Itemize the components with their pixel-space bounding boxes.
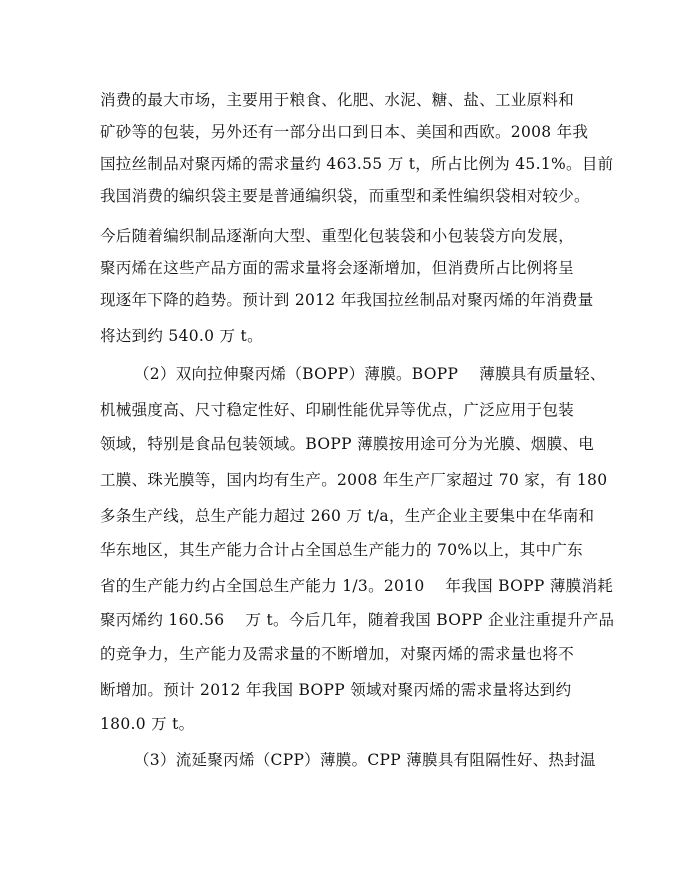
text-line: 断增加。预计 2012 年我国 BOPP 领域对聚丙烯的需求量将达到约: [100, 681, 572, 699]
text-line: 将达到约 540.0 万 t。: [100, 327, 263, 345]
text-line: 工膜、珠光膜等，国内均有生产。2008 年生产厂家超过 70 家，有 180: [100, 471, 608, 489]
text-line: 多条生产线，总生产能力超过 260 万 t/a，生产企业主要集中在华南和: [100, 507, 595, 525]
text-line: 180.0 万 t。: [100, 715, 195, 733]
text-line: 聚丙烯在这些产品方面的需求量将会逐渐增加，但消费所占比例将呈: [100, 259, 575, 277]
text-line: 消费的最大市场，主要用于粮食、化肥、水泥、糖、盐、工业原料和: [100, 91, 575, 109]
text-line: 矿砂等的包装，另外还有一部分出口到日本、美国和西欧。2008 年我: [100, 123, 589, 141]
text-line: 机械强度高、尺寸稳定性好、印刷性能优异等优点，广泛应用于包装: [100, 401, 575, 419]
text-line: 今后随着编织制品逐渐向大型、重型化包装袋和小包装袋方向发展，: [100, 227, 575, 245]
text-line: 的竞争力，生产能力及需求量的不断增加，对聚丙烯的需求量也将不: [100, 645, 575, 663]
text-line: 华东地区，其生产能力合计占全国总生产能力的 70%以上，其中广东: [100, 541, 583, 559]
text-line: 现逐年下降的趋势。预计到 2012 年我国拉丝制品对聚丙烯的年消费量: [100, 291, 594, 309]
paragraph-3-first-line: （3）流延聚丙烯（CPP）薄膜。CPP 薄膜具有阻隔性好、热封温: [134, 751, 596, 769]
text-line: 省的生产能力约占全国总生产能力 1/3。2010 年我国 BOPP 薄膜消耗: [100, 577, 614, 595]
paragraph-2-first-line: （2）双向拉伸聚丙烯（BOPP）薄膜。BOPP 薄膜具有质量轻、: [134, 365, 606, 383]
text-line: 我国消费的编织袋主要是普通编织袋，而重型和柔性编织袋相对较少。: [100, 187, 590, 205]
text-line: 聚丙烯约 160.56 万 t。今后几年，随着我国 BOPP 企业注重提升产品: [100, 611, 615, 629]
text-line: 国拉丝制品对聚丙烯的需求量约 463.55 万 t，所占比例为 45.1%。目前: [100, 155, 614, 173]
text-line: 领域，特别是食品包装领域。BOPP 薄膜按用途可分为光膜、烟膜、电: [100, 435, 595, 453]
